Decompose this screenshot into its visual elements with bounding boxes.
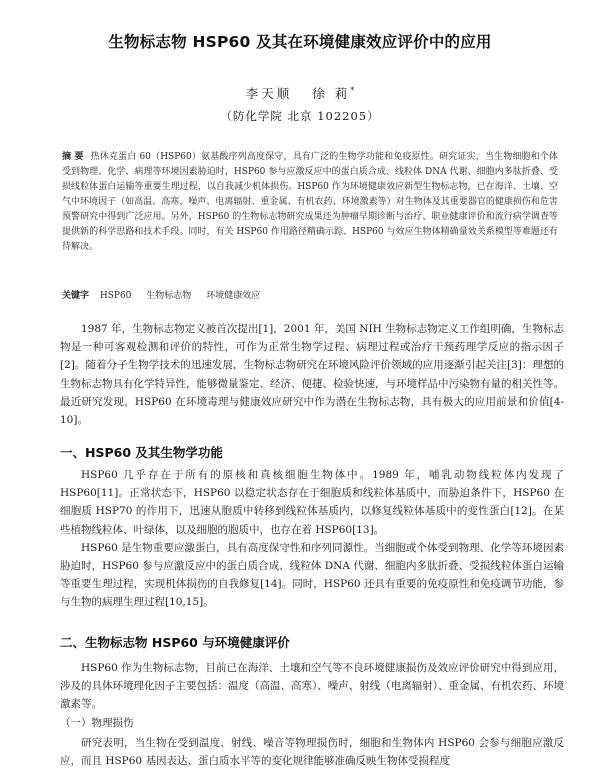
keyword: 环境健康效应 xyxy=(206,291,261,301)
affiliation: （防化学院 北京 102205） xyxy=(220,109,380,123)
keyword: 生物标志物 xyxy=(146,291,192,301)
subsection-physical-body xyxy=(60,734,564,769)
subsection-heading-physical: （一）物理损伤 xyxy=(60,717,134,729)
section-heading-1: 一、HSP60 及其生物学功能 xyxy=(60,445,223,460)
section-heading-2: 二、生物标志物 HSP60 与环境健康评价 xyxy=(60,635,290,650)
intro-paragraph: 1987 年，生物标志物定义被首次提出[1]，2001 年，美国 NIH 生物标志物定义工作组明确，生物标志物是一种可客观检测和评价的特性，可作为正常生物学过程、病理过程或治疗干预药理学反应的指示因子[2]。随着分子生物学技术的迅速发展，生物标志物研究在环境风险评价领域的应用逐渐引起关注[3]：理想的生物标志物具有化学特异性，能够微量鉴定、经济、便捷、检验快速，与环境样品中污染物有量的相关性等。最近研究发现，HSP60 在环境毒理与健康效应研究中作为潜在生物标志物，具有极大的应用前景和价值[4-10]。 xyxy=(60,323,564,427)
paper-title: 生物标志物 HSP60 及其在环境健康效应评价中的应用 xyxy=(108,33,492,51)
section-2-paragraph-1: HSP60 作为生物标志物，目前已在海洋、土壤和空气等不良环境健康损伤及效应评价研究中得到应用，涉及的具体环境理化因子主要包括：温度（高温、高寒）、噪声、射线（电离辐射）、重金属、有机农药、环境激素等。 xyxy=(60,662,564,711)
introduction xyxy=(60,320,564,429)
keywords xyxy=(62,288,558,301)
keywords-label: 关键字 xyxy=(62,291,90,301)
author-second: 徐 莉 xyxy=(312,86,351,101)
section-1-paragraph-2: HSP60 是生物重要应激蛋白，具有高度保守性和序列同源性。当细胞或个体受到物理、化学等环境因素胁迫时，HSP60 参与应激反应中的蛋白质合成、线粒体 DNA 代谢、细胞内多肽折叠、受损线粒体蛋白运输等重要生理过程，实现机体损伤的自我修复[14]。同时，HSP60 还具有重要的免疫原性和免疫调节功能，参与生物的病理生理过程[10,15]。 xyxy=(60,541,564,609)
abstract-label: 摘 要 xyxy=(62,152,84,162)
author-first: 李天顺 xyxy=(245,86,293,101)
section-1-paragraph-1: HSP60 几乎存在于所有的原核和真核细胞生物体中。1989 年，哺乳动物线粒体内发现了 HSP60[11]。正常状态下，HSP60 以稳定状态存在于细胞质和线粒体基质中，而胁迫条件下，HSP60 在细胞质 HSP70 的作用下，迅速从胞质中转移到线粒体基质内，以修复线粒体基质中的变性蛋白[12]。在某些植物线粒体、叶绿体，以及细胞的胞质中，也存在着 HSP60[13]。 xyxy=(60,469,564,536)
subsection-physical-paragraph: 研究表明，当生物在受到温度、射线、噪音等物理损伤时，细胞和生物体内 HSP60 会参与细胞应激反应，而且 HSP60 基因表达、蛋白质水平等的变化规律能够准确反映生物体受损程度 xyxy=(60,737,564,768)
corresponding-author-mark: * xyxy=(350,85,355,95)
section-1-body xyxy=(60,466,564,612)
keyword: HSP60 xyxy=(99,291,132,301)
section-2-body xyxy=(60,659,564,714)
abstract-text: 热休克蛋白 60（HSP60）氨基酸序列高度保守，具有广泛的生物学功能和免疫原性。研究证实，当生物细胞和个体受到物理、化学、病理等环境因素胁迫时，HSP60 参与应激反应中的蛋白质合成、线粒体 DNA 代谢、细胞内多肽折叠、受损线粒体蛋白运输等重要生理过程，以自我减少机体损伤。HSP60 作为环境健康效应新型生物标志物，已在海洋、土壤、空气中环境因子（如高温、高寒、噪声、电离辐射、重金属、有机农药、环境激素等）对生物体及其重要器官的健康损伤和危害预警研究中得到广泛应用。另外，HSP60 的生物标志物研究成果还为肿瘤早期诊断与治疗、职业健康评价和流行病学调查等提供新的科学思路和技术手段。同时，有关 HSP60 作用路径精确示踪、HSP60 与效应生物体精确量效关系模型等难题还有待解决。 xyxy=(62,152,558,252)
abstract xyxy=(62,150,558,255)
authors xyxy=(0,84,600,102)
